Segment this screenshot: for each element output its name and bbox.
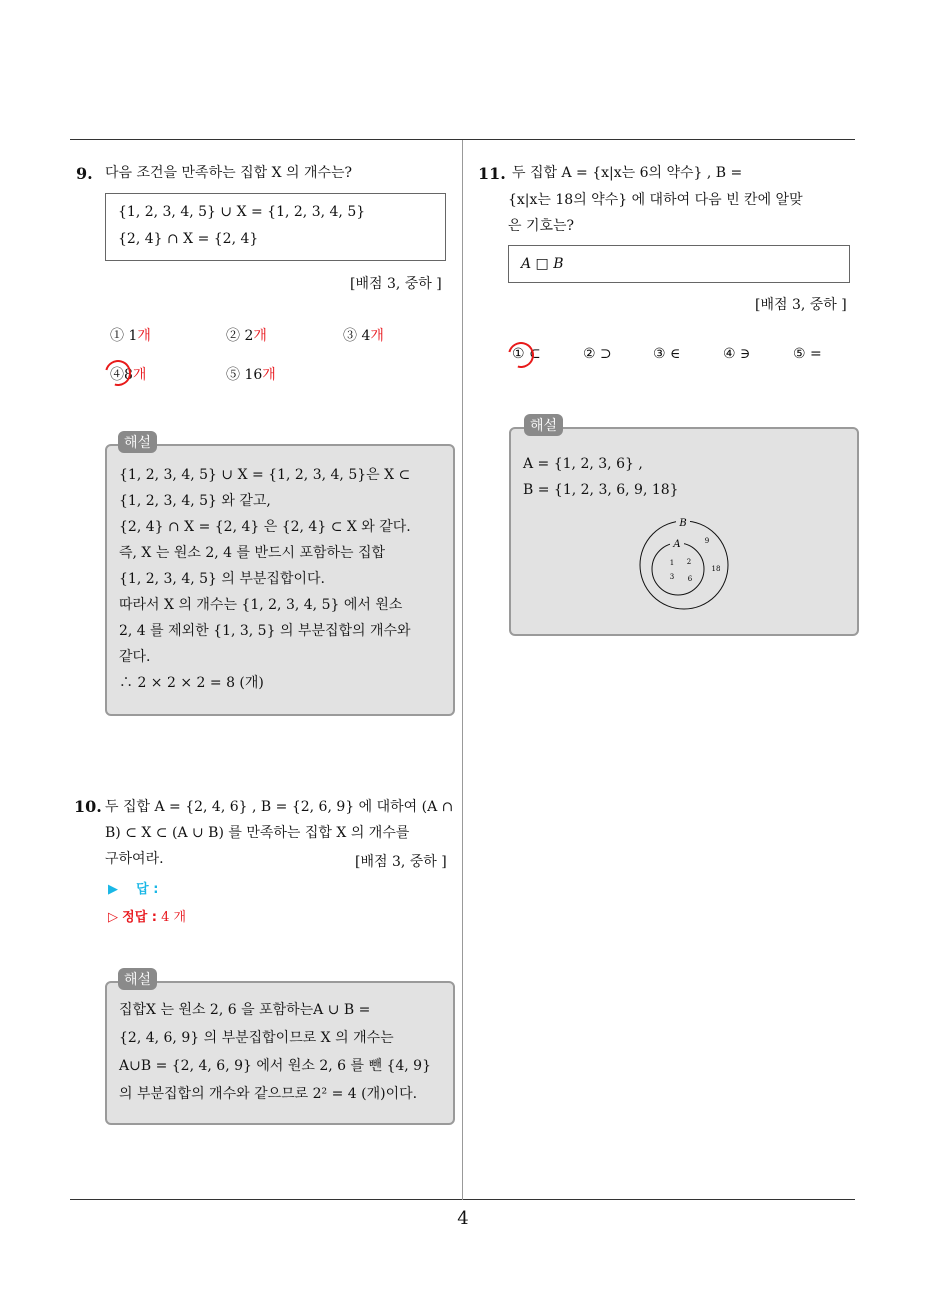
q10-text-line-2: B) ⊂ X ⊂ (A ∪ B) 를 만족하는 집합 X 의 개수를 bbox=[105, 825, 410, 841]
q9-solution-box bbox=[105, 444, 455, 716]
q11-solution-box bbox=[509, 427, 859, 636]
q9-solution-line: 즉, X 는 원소 2, 4 를 반드시 포함하는 집합 bbox=[119, 545, 386, 561]
venn-diagram bbox=[638, 515, 738, 615]
choice-mark: ② bbox=[583, 346, 596, 362]
venn-element: 9 bbox=[704, 537, 710, 545]
choice-unit: 개 bbox=[262, 367, 276, 383]
q9-choice-3[interactable] bbox=[343, 325, 384, 345]
q9-condition-1: {1, 2, 3, 4, 5} ∪ X = {1, 2, 3, 4, 5} bbox=[118, 204, 366, 220]
q11-choice-5[interactable] bbox=[793, 346, 822, 362]
venn-inner-circle-a bbox=[652, 543, 704, 595]
page-number: 4 bbox=[457, 1208, 469, 1229]
choice-mark: ① bbox=[110, 328, 124, 344]
outline-arrow-icon: ▷ bbox=[108, 910, 118, 925]
venn-element: 18 bbox=[711, 565, 721, 573]
answer-label: 답 : bbox=[136, 882, 159, 897]
q11-score: [배점 3, 중하 ] bbox=[755, 297, 847, 313]
q9-solution-line: {2, 4} ∩ X = {2, 4} 은 {2, 4} ⊂ X 와 같다. bbox=[119, 519, 411, 535]
q10-text-line-1: 두 집합 A = {2, 4, 6} , B = {2, 6, 9} 에 대하여 (A ∩ bbox=[105, 799, 454, 815]
choice-value: ∈ bbox=[670, 346, 681, 362]
choice-mark: ④ bbox=[110, 367, 124, 383]
q11-selected-circle-mark bbox=[503, 337, 539, 373]
q10-score: [배점 3, 중하 ] bbox=[355, 854, 447, 870]
choice-unit: 개 bbox=[370, 328, 384, 344]
q9-solution-tag: 해설 bbox=[118, 431, 157, 453]
q11-blank-box bbox=[508, 245, 850, 283]
venn-element: 1 bbox=[669, 559, 675, 567]
choice-unit: 개 bbox=[253, 328, 267, 344]
choice-value: 2 bbox=[244, 328, 254, 344]
q9-score: [배점 3, 중하 ] bbox=[350, 276, 442, 292]
correct-label: 정답 : bbox=[122, 910, 157, 925]
choice-value: ⊂ bbox=[529, 346, 541, 362]
q9-solution-line: 따라서 X 의 개수는 {1, 2, 3, 4, 5} 에서 원소 bbox=[119, 597, 403, 613]
q10-solution-line: A∪B = {2, 4, 6, 9} 에서 원소 2, 6 를 뺀 {4, 9} bbox=[119, 1058, 431, 1074]
q9-choice-2[interactable] bbox=[226, 325, 267, 345]
q11-solution-line: A = {1, 2, 3, 6} , bbox=[523, 456, 643, 472]
q11-choice-3[interactable] bbox=[653, 346, 680, 362]
q10-answer-row[interactable] bbox=[108, 878, 158, 897]
choice-value: 1 bbox=[128, 328, 138, 344]
choice-unit: 개 bbox=[137, 328, 151, 344]
choice-mark: ④ bbox=[723, 346, 736, 362]
q10-solution-tag: 해설 bbox=[118, 968, 157, 990]
q11-choice-2[interactable] bbox=[583, 346, 612, 362]
choice-value: = bbox=[810, 346, 822, 362]
venn-element: 6 bbox=[687, 575, 693, 583]
q9-condition-box bbox=[105, 193, 446, 261]
venn-inner-label: A bbox=[673, 539, 681, 550]
q11-text-line-2: {x|x는 18의 약수} 에 대하여 다음 빈 칸에 알맞 bbox=[508, 192, 803, 208]
venn-outer-label: B bbox=[679, 518, 687, 529]
choice-value: ∋ bbox=[740, 346, 751, 362]
q9-solution-line: 2, 4 를 제외한 {1, 3, 5} 의 부분집합의 개수와 bbox=[119, 623, 411, 639]
q9-choice-5[interactable] bbox=[226, 364, 276, 384]
q11-text-line-3: 은 기호는? bbox=[508, 218, 575, 234]
q11-text-line-1: 두 집합 A = {x|x는 6의 약수} , B = bbox=[512, 165, 743, 181]
choice-value: 8 bbox=[124, 367, 133, 383]
q9-selected-circle-mark bbox=[100, 355, 136, 391]
q10-solution-line: 집합X 는 원소 2, 6 을 포함하는A ∪ B = bbox=[119, 1002, 371, 1018]
choice-mark: ③ bbox=[653, 346, 666, 362]
choice-mark: ⑤ bbox=[226, 367, 240, 383]
q11-choice-4[interactable] bbox=[723, 346, 750, 362]
correct-value: 4 개 bbox=[161, 910, 187, 925]
choice-mark: ⑤ bbox=[793, 346, 806, 362]
q9-condition-2: {2, 4} ∩ X = {2, 4} bbox=[118, 231, 259, 247]
column-divider bbox=[462, 140, 463, 1200]
q11-number: 11. bbox=[478, 164, 506, 183]
play-arrow-icon: ▶ bbox=[108, 882, 118, 897]
q9-number: 9. bbox=[76, 164, 93, 183]
choice-mark: ② bbox=[226, 328, 240, 344]
q11-solution-tag: 해설 bbox=[524, 414, 563, 436]
choice-mark: ③ bbox=[343, 328, 357, 344]
q9-choice-1[interactable] bbox=[110, 325, 151, 345]
q10-number: 10. bbox=[74, 797, 102, 816]
q11-solution-line: B = {1, 2, 3, 6, 9, 18} bbox=[523, 482, 679, 498]
venn-element: 3 bbox=[669, 573, 675, 581]
venn-element: 2 bbox=[686, 558, 692, 566]
q9-solution-line: {1, 2, 3, 4, 5} ∪ X = {1, 2, 3, 4, 5}은 X ⊂ bbox=[119, 467, 411, 483]
q10-solution-line: 의 부분집합의 개수와 같으므로 2² = 4 (개)이다. bbox=[119, 1086, 418, 1102]
q9-solution-line: {1, 2, 3, 4, 5} 와 같고, bbox=[119, 493, 271, 509]
q10-solution-line: {2, 4, 6, 9} 의 부분집합이므로 X 의 개수는 bbox=[119, 1030, 394, 1046]
q9-solution-line: ∴ 2 × 2 × 2 = 8 (개) bbox=[119, 675, 264, 691]
choice-mark: ① bbox=[512, 346, 525, 362]
choice-unit: 개 bbox=[132, 367, 147, 383]
q9-text: 다음 조건을 만족하는 집합 X 의 개수는? bbox=[105, 165, 353, 181]
q10-text-line-3: 구하여라. bbox=[105, 851, 164, 867]
q10-correct-row bbox=[108, 906, 186, 925]
q9-solution-line: {1, 2, 3, 4, 5} 의 부분집합이다. bbox=[119, 571, 325, 587]
q11-box-text: A □ B bbox=[521, 256, 564, 272]
choice-value: 16 bbox=[244, 367, 263, 383]
q9-solution-line: 같다. bbox=[119, 649, 151, 665]
q10-solution-box bbox=[105, 981, 455, 1125]
choice-value: ⊃ bbox=[600, 346, 612, 362]
choice-value: 4 bbox=[361, 328, 371, 344]
